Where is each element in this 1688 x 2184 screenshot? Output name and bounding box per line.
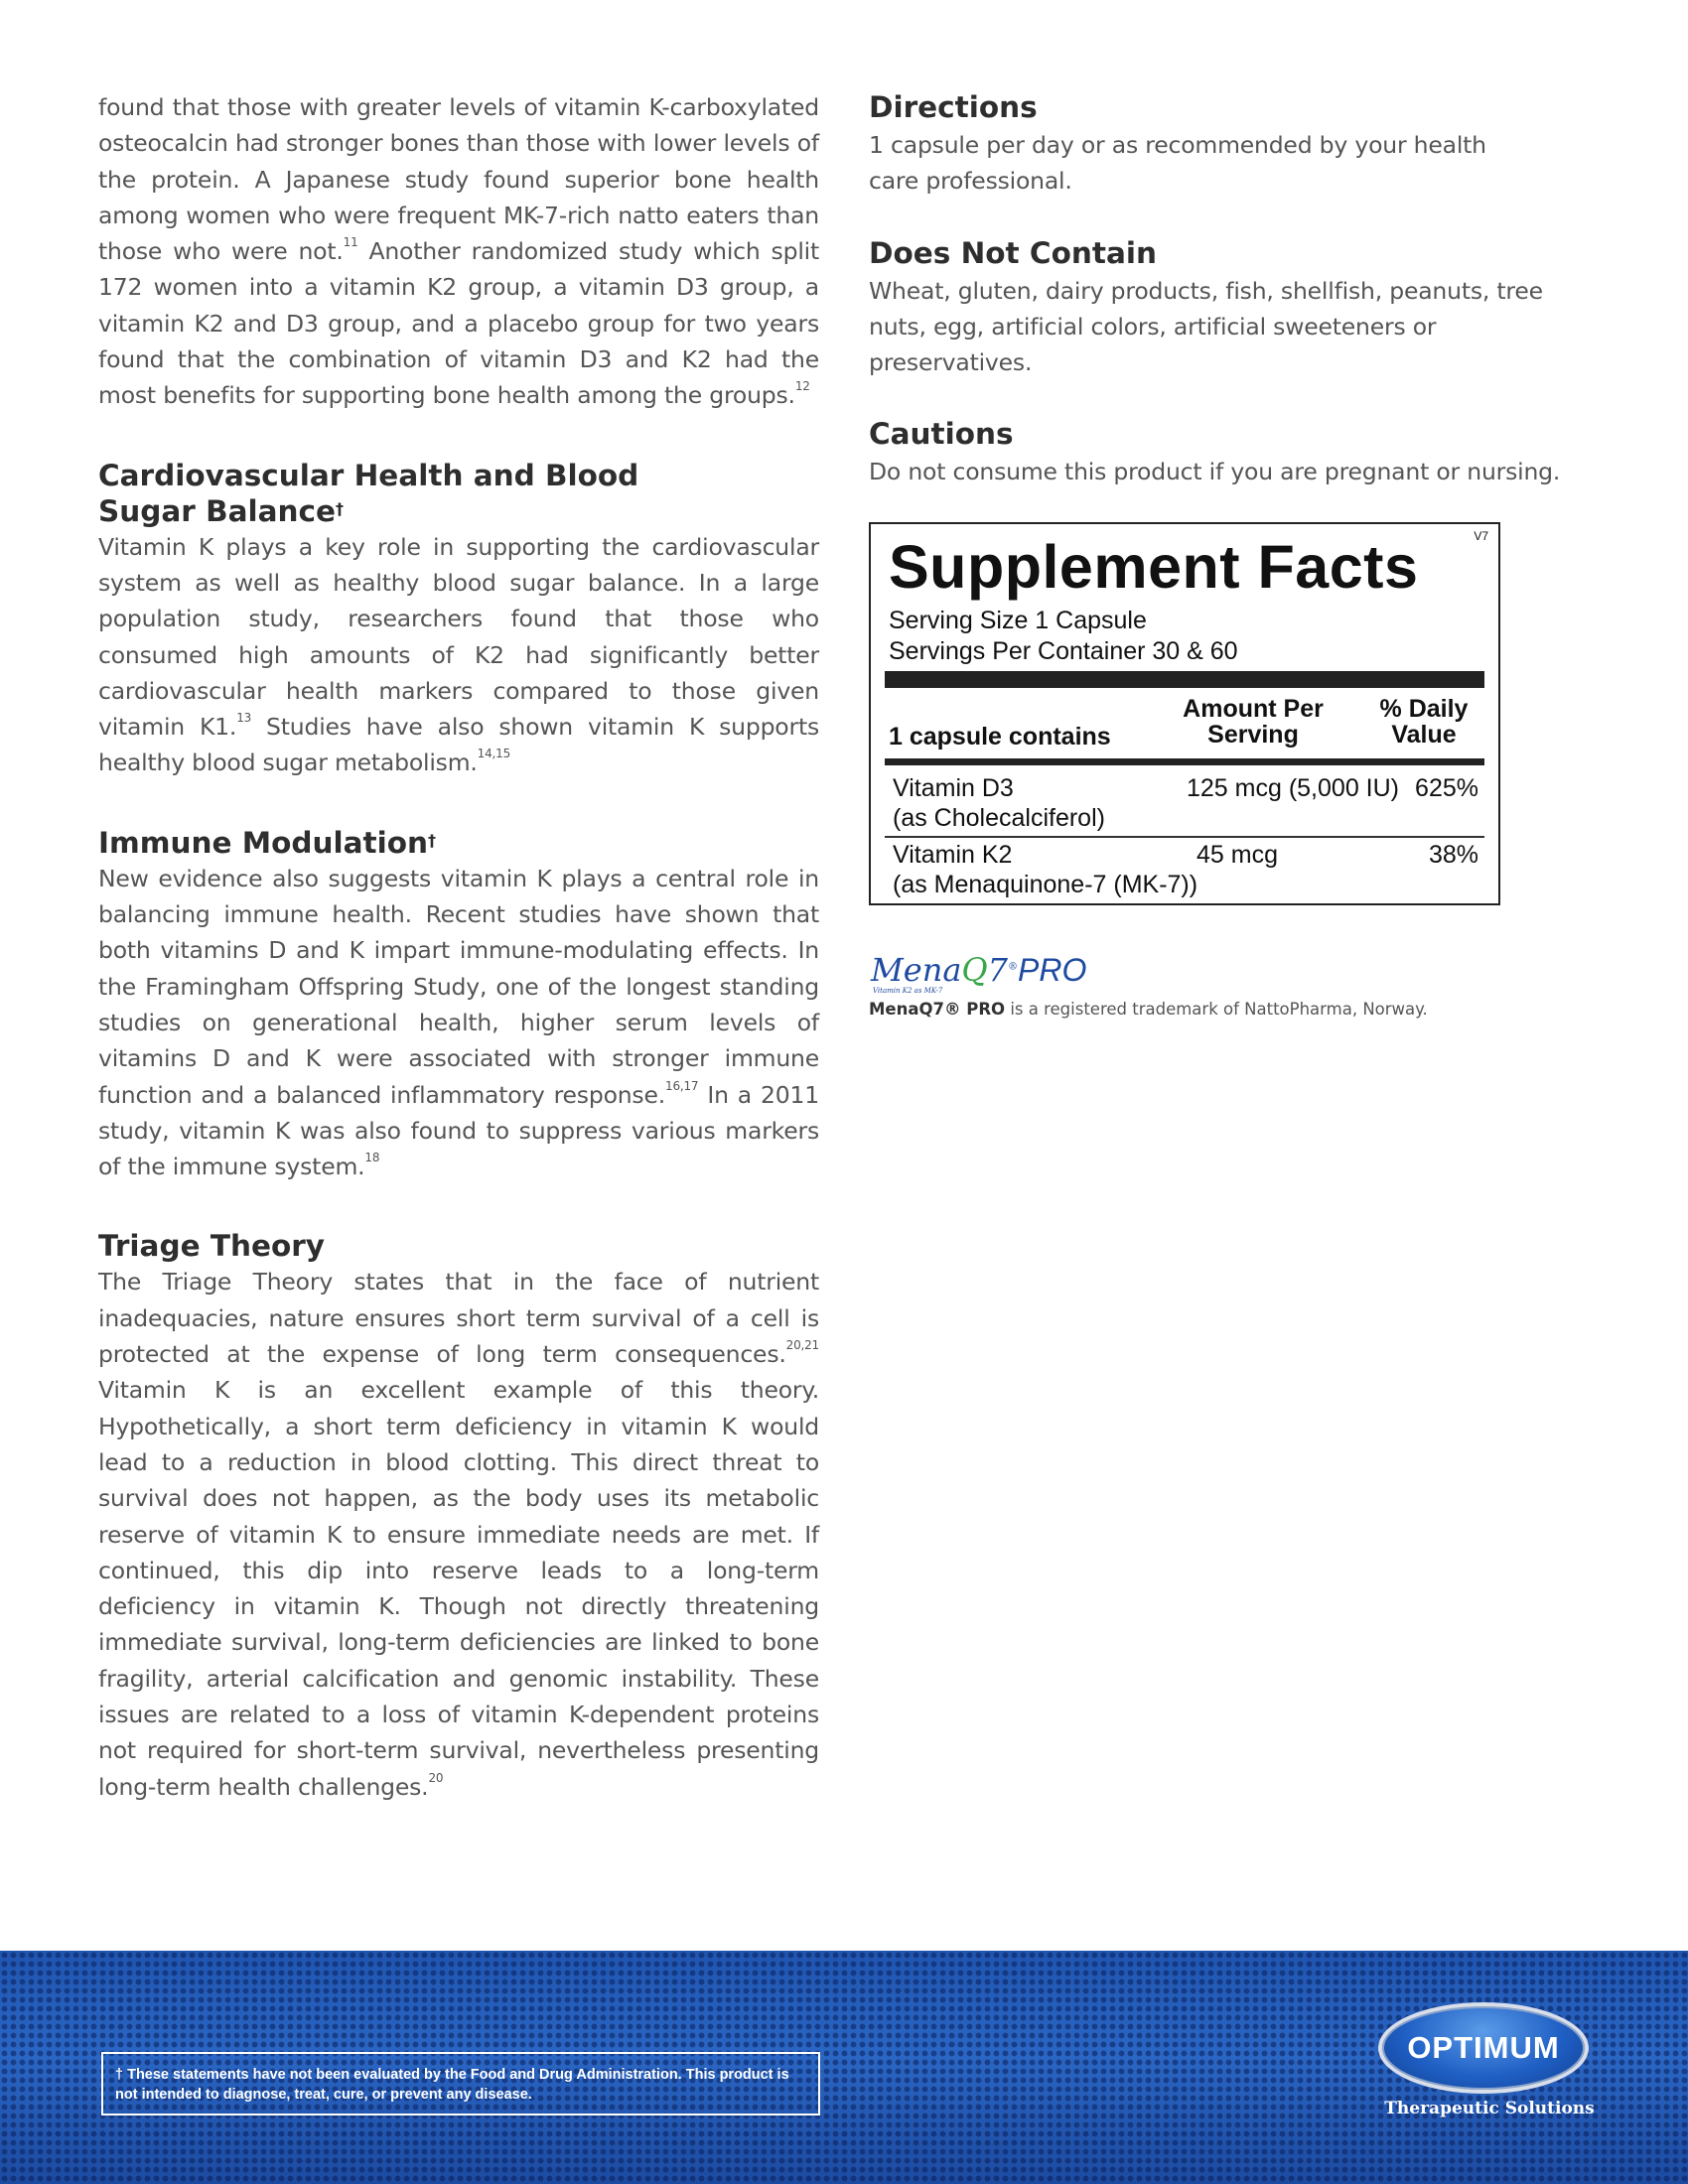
citation: 12 bbox=[794, 379, 810, 394]
nutrient-daily-value: 625% bbox=[1415, 774, 1478, 802]
citation: 18 bbox=[364, 1151, 380, 1165]
immune-heading-text: Immune Modulation bbox=[98, 825, 428, 860]
nutrient-amount: 45 mcg bbox=[1196, 841, 1278, 869]
optimum-logo: OPTIMUM bbox=[1378, 2002, 1589, 2094]
daily-value-header bbox=[1369, 696, 1478, 748]
immune-section bbox=[98, 825, 819, 1185]
directions-text: 1 capsule per day or as recommended by your health care professional. bbox=[869, 131, 1486, 196]
nutrient-name-text: Vitamin K2 bbox=[893, 841, 1013, 869]
amount-header bbox=[1169, 696, 1337, 748]
version-code: V7 bbox=[1474, 529, 1488, 543]
nutrient-amount: 125 mcg (5,000 IU) bbox=[1187, 774, 1399, 802]
cardio-heading-line2: Sugar Balance bbox=[98, 493, 336, 528]
dagger-mark: † bbox=[336, 498, 344, 518]
menaq7-logo bbox=[871, 951, 1087, 995]
trademark-text: is a registered trademark of NattoPharma, Norway. bbox=[1005, 1000, 1428, 1019]
does-not-contain-heading: Does Not Contain bbox=[869, 235, 1157, 270]
cautions-heading: Cautions bbox=[869, 417, 1014, 452]
cautions-section bbox=[869, 416, 1604, 489]
nutrient-name-text: Vitamin D3 bbox=[893, 774, 1014, 802]
serving-size: Serving Size 1 Capsule bbox=[889, 607, 1147, 634]
nutrient-name bbox=[893, 773, 1105, 833]
supplement-facts-panel bbox=[869, 522, 1500, 905]
immune-text-1: New evidence also suggests vitamin K plays a central role in balancing immune health. Recent studies have shown that both vitamins D and K impart immune-modulating effects. In the Framingham Offspring Study, one of the longest standing studies on generational health, higher serum levels of vitamins D and K were associated with stronger immune function and a balanced inflammatory response. bbox=[98, 864, 819, 1109]
left-column bbox=[98, 89, 819, 1805]
logo-part: 7 bbox=[987, 951, 1008, 989]
cardio-text-1: Vitamin K plays a key role in supporting the cardiovascular system as well as healthy blood sugar balance. In a large population study, researchers found that those who consumed high amounts of K2 had significantly better cardiovascular health markers compared to those given vitamin K1. bbox=[98, 532, 819, 742]
citation: 14,15 bbox=[477, 747, 511, 761]
cardio-paragraph bbox=[98, 529, 819, 781]
citation: 20 bbox=[428, 1770, 444, 1785]
thin-divider bbox=[885, 836, 1484, 838]
logo-part: Q bbox=[961, 951, 988, 989]
cardio-section bbox=[98, 458, 819, 781]
does-not-contain-text: Wheat, gluten, dairy products, fish, shellfish, peanuts, tree nuts, egg, artificial colors, artificial sweeteners or preservatives. bbox=[869, 276, 1543, 377]
cardio-heading bbox=[98, 458, 819, 529]
directions-section bbox=[869, 89, 1604, 200]
trademark-note bbox=[869, 1000, 1428, 1019]
cardio-heading-line1: Cardiovascular Health and Blood bbox=[98, 458, 639, 492]
supplement-facts-title: Supplement Facts bbox=[889, 533, 1419, 601]
dagger-mark: † bbox=[427, 830, 436, 850]
nutrient-name bbox=[893, 840, 1197, 899]
medium-divider bbox=[885, 758, 1484, 765]
logo-tagline: Vitamin K2 as MK-7 bbox=[873, 987, 943, 995]
citation: 20,21 bbox=[785, 1338, 819, 1353]
intro-paragraph bbox=[98, 89, 819, 414]
intro-text-2: Another randomized study which split 172 women into a vitamin K2 group, a vitamin D3 group, a vitamin K2 and D3 group, and a placebo group for two years found that the combination of vitamin D3 and K2 had the most benefits for supporting bone health among the groups. bbox=[98, 237, 819, 410]
triage-section bbox=[98, 1228, 819, 1804]
immune-paragraph bbox=[98, 861, 819, 1185]
triage-text-1: The Triage Theory states that in the face of nutrient inadequacies, nature ensures short term survival of a cell is protected at the expense of long term consequences. bbox=[98, 1268, 819, 1369]
dv-header-line2: Value bbox=[1391, 721, 1457, 749]
does-not-contain-section bbox=[869, 235, 1604, 381]
trademark-brand: MenaQ7® PRO bbox=[869, 1000, 1006, 1019]
logo-part: Mena bbox=[871, 951, 962, 989]
logo-part: ® bbox=[1007, 961, 1018, 973]
right-column bbox=[869, 89, 1604, 526]
thick-divider bbox=[885, 671, 1484, 688]
nutrient-source: (as Menaquinone-7 (MK-7)) bbox=[893, 871, 1198, 898]
contains-header: 1 capsule contains bbox=[889, 723, 1111, 751]
triage-heading: Triage Theory bbox=[98, 1229, 326, 1264]
triage-paragraph bbox=[98, 1264, 819, 1804]
nutrient-daily-value: 38% bbox=[1428, 841, 1478, 869]
citation: 11 bbox=[343, 235, 358, 250]
optimum-tagline: Therapeutic Solutions bbox=[1384, 2099, 1595, 2118]
directions-heading: Directions bbox=[869, 90, 1038, 124]
cardio-text-2: Studies have also shown vitamin K supports healthy blood sugar metabolism. bbox=[98, 713, 819, 777]
triage-text-2: Vitamin K is an excellent example of this theory. Hypothetically, a short term deficiency in vitamin K would lead to a reduction in blood clotting. This direct threat to survival does not happen, as the body uses its metabolic reserve of vitamin K to ensure immediate needs are met. If continued, this dip into reserve leads to a long-term deficiency in vitamin K. Though not directly threatening immediate survival, long-term deficiencies are linked to bone fragility, arterial calcification and genomic instability. These issues are related to a loss of vitamin K-dependent proteins not required for short-term survival, nevertheless presenting long-term health challenges. bbox=[98, 1376, 819, 1801]
immune-heading bbox=[98, 825, 819, 861]
fda-disclaimer: † These statements have not been evaluated by the Food and Drug Administration. This product is not intended to diagnose, treat, cure, or prevent any disease. bbox=[101, 2052, 820, 2116]
amount-header-line1: Amount Per bbox=[1183, 695, 1324, 723]
servings-per-container: Servings Per Container 30 & 60 bbox=[889, 637, 1238, 665]
intro-text-1: found that those with greater levels of vitamin K-carboxylated osteocalcin had stronger bones than those with lower levels of the protein. A Japanese study found superior bone health among women who were frequent MK-7-rich natto eaters than those who were not. bbox=[98, 93, 819, 266]
dv-header-line1: % Daily bbox=[1379, 695, 1469, 723]
cautions-text: Do not consume this product if you are pregnant or nursing. bbox=[869, 458, 1561, 486]
serving-info bbox=[889, 606, 1238, 667]
citation: 13 bbox=[236, 711, 252, 726]
citation: 16,17 bbox=[665, 1078, 699, 1093]
immune-text-2: In a 2011 study, vitamin K was also found to suppress various markers of the immune system. bbox=[98, 1080, 819, 1181]
logo-part: PRO bbox=[1017, 952, 1087, 988]
nutrient-source: (as Cholecalciferol) bbox=[893, 804, 1105, 832]
amount-header-line2: Serving bbox=[1207, 721, 1299, 749]
